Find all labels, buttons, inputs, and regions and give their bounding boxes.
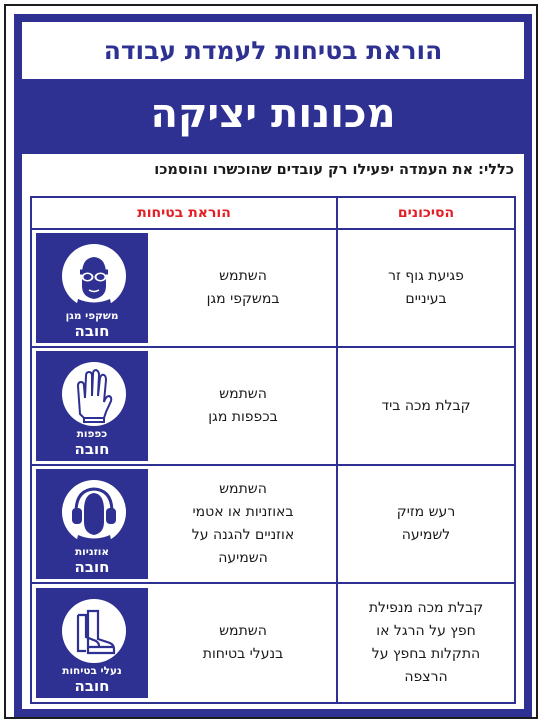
instruction-text: השתמש בנעלי בטיחות [202, 623, 284, 662]
sign-subtitle: מכונות יציקה [150, 91, 396, 137]
mandatory-label: חובה [74, 558, 110, 576]
table-row-risk [336, 346, 516, 466]
ear-protection-icon [62, 480, 126, 544]
icon-label: כפפות [76, 428, 108, 440]
icon-label: משקפי מגן [65, 310, 119, 322]
gloves-mandatory-sign [36, 351, 148, 461]
header-safety: הוראת בטיחות [30, 196, 338, 230]
risk-text: קבלת מכה ביד [381, 397, 471, 414]
instruction-text: השתמש בכפפות מגן [208, 386, 278, 425]
table-row-safety [30, 346, 338, 466]
table-row-safety [30, 228, 338, 348]
table-row-safety [30, 582, 338, 704]
icon-label: אוזניות [74, 546, 110, 558]
sign-title: הוראת בטיחות לעמדת עבודה [22, 22, 524, 79]
protective-gloves-icon [62, 362, 126, 426]
boots-mandatory-sign [36, 588, 148, 698]
risk-text: קבלת מכה מנפילת חפץ על הרגל או התקלות בחפץ על הרצפה [368, 600, 484, 685]
mandatory-label: חובה [74, 677, 110, 695]
safety-table [30, 196, 516, 704]
risk-text: רעש מזיק לשמיעה [396, 504, 456, 543]
risk-text: פגיעת גוף זר בעיניים [388, 268, 464, 307]
table-row-risk [336, 228, 516, 348]
mandatory-label: חובה [74, 440, 110, 458]
instruction-text: השתמש באוזניות או אטמי אוזניים להגנה על השמיעה [191, 481, 295, 566]
instruction-text: השתמש במשקפי מגן [206, 268, 280, 307]
table-row-risk [336, 582, 516, 704]
sign-panel [14, 14, 532, 717]
icon-label: נעלי בטיחות [62, 665, 122, 677]
safety-goggles-icon [62, 244, 126, 308]
header-risks: הסיכונים [336, 196, 516, 230]
table-row-risk [336, 464, 516, 584]
goggles-mandatory-sign [36, 233, 148, 343]
mandatory-label: חובה [74, 322, 110, 340]
sign-content [22, 154, 524, 709]
table-row-safety [30, 464, 338, 584]
general-note: כללי: את העמדה יפעילו רק עובדים שהוכשרו והוסמכו [154, 162, 514, 178]
ear-protection-mandatory-sign [36, 469, 148, 579]
safety-boots-icon [62, 599, 126, 663]
